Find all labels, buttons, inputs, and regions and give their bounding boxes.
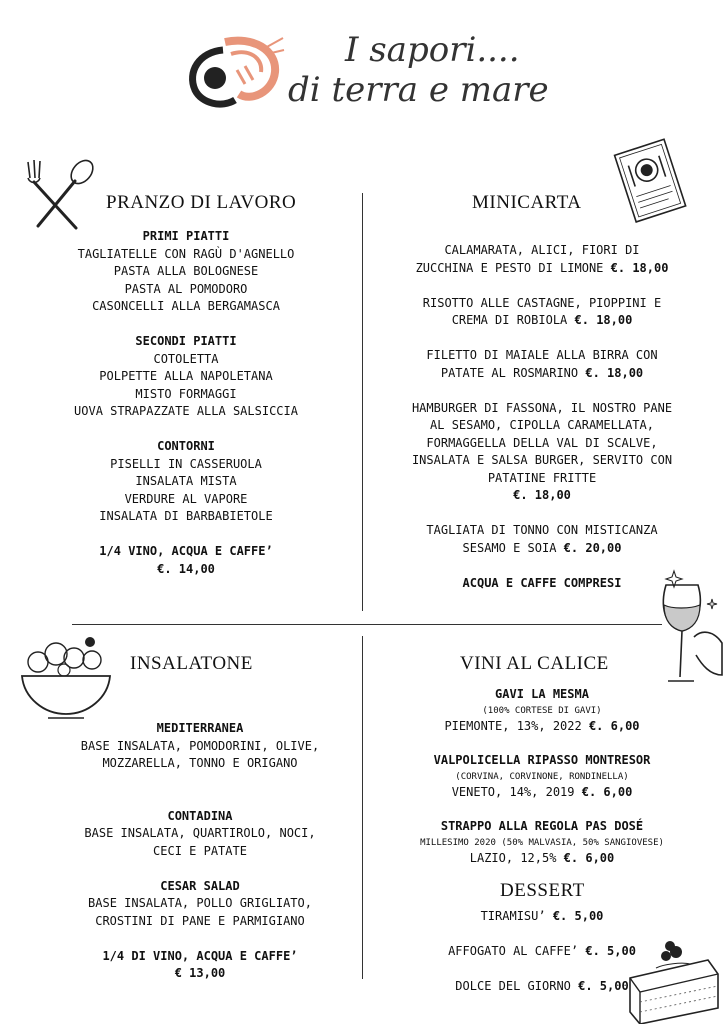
menu-item: INSALATA MISTA [135, 474, 237, 488]
price: €. 18,00 [585, 365, 644, 380]
horizontal-divider [72, 624, 662, 625]
menu-item: INSALATA E SALSA BURGER, SERVITO CON [411, 453, 673, 467]
menu-item: CASONCELLI ALLA BERGAMASCA [92, 299, 280, 313]
price: €. 6,00 [563, 850, 615, 865]
wine-note: (CORVINA, CORVINONE, RONDINELLA) [455, 771, 629, 782]
logo-title-line2: di terra e mare [288, 70, 549, 110]
price: €. 5,00 [585, 944, 636, 958]
price: €. 20,00 [563, 540, 622, 555]
wine-note: (100% CORTESE DI GAVI) [482, 705, 602, 716]
menu-item: CREMA DI ROBIOLA [451, 313, 575, 327]
menu-item: CROSTINI DI PANE E PARMIGIANO [95, 913, 305, 928]
menu-item: POLPETTE ALLA NAPOLETANA [99, 369, 273, 383]
menu-item: SESAMO E SOIA [462, 540, 564, 555]
salad-name: CONTADINA [167, 808, 233, 823]
menu-plate-icon [612, 135, 692, 225]
salad-bowl-icon [18, 632, 114, 722]
minicarta-title: MINICARTA [472, 192, 582, 213]
logo-title-line1: I sapori.... [345, 30, 520, 70]
shrimp-logo-icon [185, 30, 285, 115]
menu-item: AL SESAMO, CIPOLLA CARAMELLATA, [430, 418, 654, 432]
menu-item: ZUCCHINA E PESTO DI LIMONE [415, 260, 611, 275]
menu-item: MOZZARELLA, TONNO E ORIGANO [102, 756, 298, 770]
fork-spoon-icon [20, 156, 100, 236]
dessert-item: AFFOGATO AL CAFFE’ [448, 944, 586, 958]
pranzo-price: €. 14,00 [157, 561, 215, 576]
secondi-title: SECONDI PIATTI [135, 334, 237, 348]
wine-name: GAVI LA MESMA [495, 687, 589, 701]
wine-origin: VENETO, 14%, 2019 [451, 784, 582, 799]
price: €. 6,00 [581, 784, 633, 799]
menu-item: BASE INSALATA, POLLO GRIGLIATO, [88, 896, 312, 910]
menu-item: MISTO FORMAGGI [135, 386, 237, 401]
menu-item: RISOTTO ALLE CASTAGNE, PIOPPINI E [422, 295, 662, 310]
menu-item: TAGLIATA DI TONNO CON MISTICANZA [426, 523, 658, 537]
wine-origin: LAZIO, 12,5% [469, 850, 564, 865]
pranzo-section [30, 228, 342, 578]
contorni-title: CONTORNI [157, 439, 215, 453]
price: €. 6,00 [588, 718, 640, 733]
dessert-section [372, 908, 712, 996]
price: €. 5,00 [552, 909, 604, 923]
insalatone-price: € 13,00 [174, 966, 226, 980]
insalatone-section [30, 720, 370, 983]
menu-item: CECI E PATATE [153, 843, 247, 858]
vertical-divider-top [362, 193, 363, 611]
minicarta-section [372, 242, 712, 592]
menu-item: COTOLETTA [153, 351, 219, 366]
primi-title: PRIMI PIATTI [142, 229, 230, 243]
menu-item: HAMBURGER DI FASSONA, IL NOSTRO PANE [411, 400, 673, 415]
price: €. 5,00 [578, 979, 629, 993]
dessert-item: TIRAMISU’ [480, 909, 553, 923]
menu-item: FORMAGGELLA DELLA VAL DI SCALVE, [426, 435, 658, 450]
menu-item: TAGLIATELLE CON RAGÙ D'AGNELLO [77, 246, 295, 261]
price: €. 18,00 [610, 260, 669, 275]
menu-item: BASE INSALATA, QUARTIROLO, NOCI, [84, 826, 316, 840]
vini-section [372, 686, 712, 867]
insalatone-footer: 1/4 DI VINO, ACQUA E CAFFE’ [102, 948, 298, 963]
menu-item: CALAMARATA, ALICI, FIORI DI [444, 243, 640, 257]
menu-item: PASTA AL POMODORO [124, 281, 248, 296]
pranzo-footer: 1/4 VINO, ACQUA E CAFFE’ [99, 544, 273, 558]
insalatone-title: INSALATONE [130, 653, 253, 674]
menu-item: PISELLI IN CASSERUOLA [110, 456, 262, 471]
pranzo-title: PRANZO DI LAVORO [106, 192, 297, 213]
vini-title: VINI AL CALICE [460, 653, 609, 674]
menu-item: FILETTO DI MAIALE ALLA BIRRA CON [426, 348, 658, 362]
menu-item: PATATINE FRITTE [487, 470, 597, 485]
dessert-item: DOLCE DEL GIORNO [455, 979, 579, 993]
menu-item: VERDURE AL VAPORE [124, 491, 248, 506]
menu-item: PATATE AL ROSMARINO [440, 365, 586, 380]
minicarta-footer: ACQUA E CAFFE COMPRESI [462, 575, 622, 590]
menu-item: BASE INSALATA, POMODORINI, OLIVE, [80, 738, 320, 753]
wine-name: VALPOLICELLA RIPASSO MONTRESOR [433, 753, 651, 767]
salad-name: MEDITERRANEA [156, 721, 244, 735]
price: €. 18,00 [513, 488, 571, 502]
dessert-title: DESSERT [500, 880, 585, 901]
salad-name: CESAR SALAD [160, 878, 240, 893]
price: €. 18,00 [574, 313, 633, 327]
menu-item: UOVA STRAPAZZATE ALLA SALSICCIA [74, 404, 298, 418]
wine-name: STRAPPO ALLA REGOLA PAS DOSÉ [440, 819, 644, 833]
wine-note: MILLESIMO 2020 (50% MALVASIA, 50% SANGIOVESE) [420, 837, 664, 848]
wine-origin: PIEMONTE, 13%, 2022 [444, 718, 589, 733]
menu-item: INSALATA DI BARBABIETOLE [99, 509, 273, 523]
logo [185, 30, 549, 115]
menu-item: PASTA ALLA BOLOGNESE [113, 264, 259, 278]
